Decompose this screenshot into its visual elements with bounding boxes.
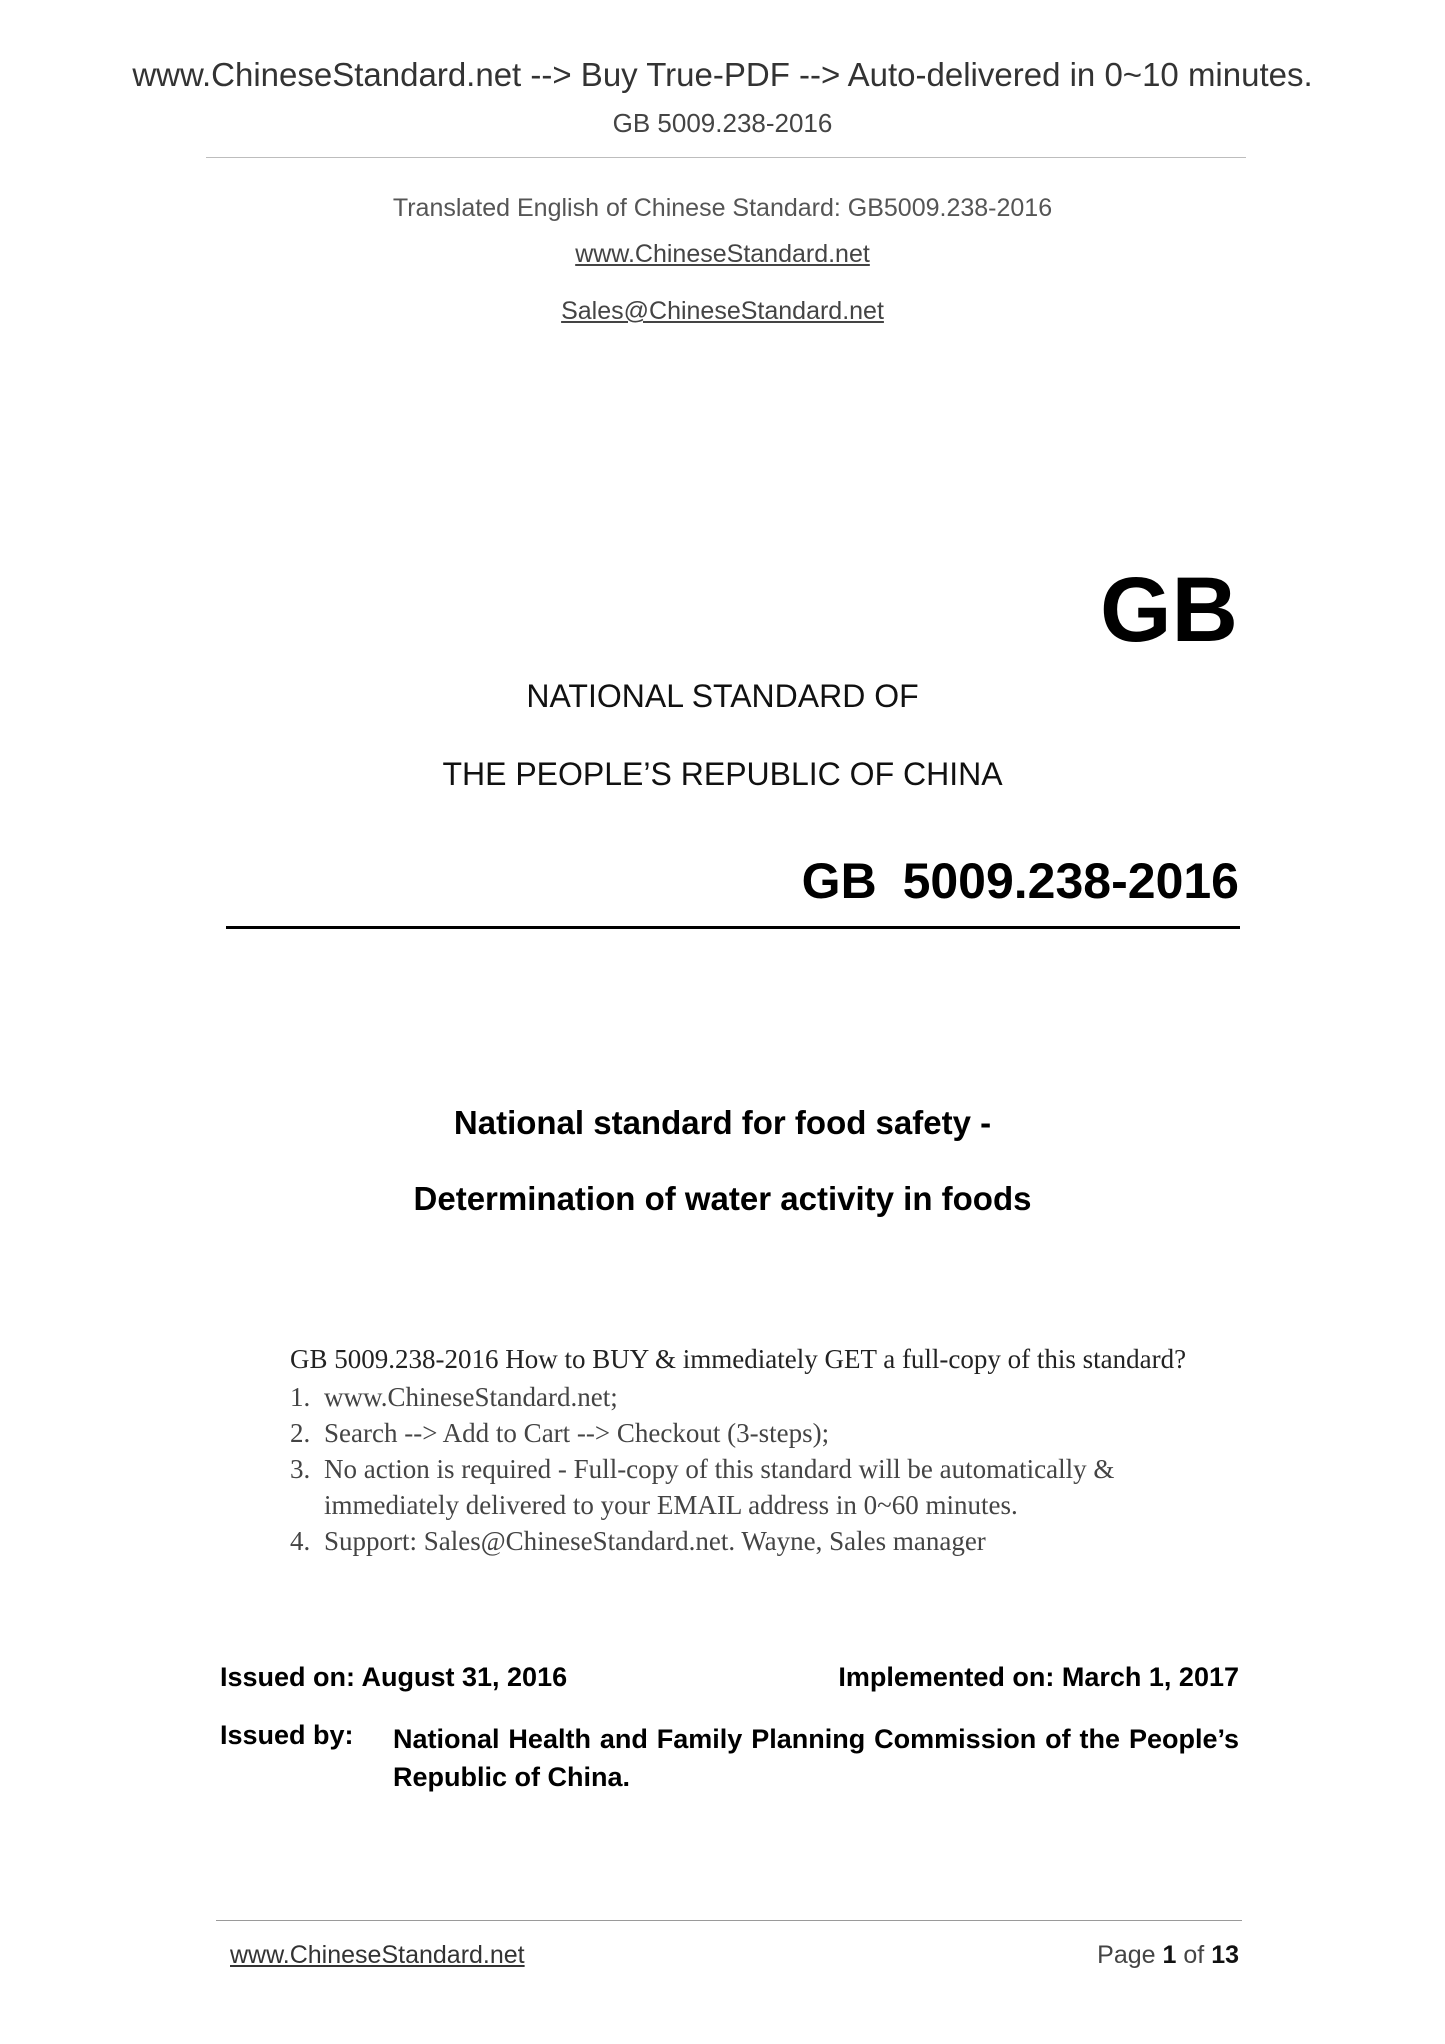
site-link[interactable]: www.ChineseStandard.net bbox=[575, 240, 870, 268]
step-number: 2. bbox=[290, 1418, 311, 1448]
purchase-step bbox=[290, 1415, 1250, 1451]
issued-by-label: Issued by: bbox=[220, 1720, 354, 1750]
step-number: 3. bbox=[290, 1454, 311, 1484]
translated-notice: Translated English of Chinese Standard: GB5009.238-2016 bbox=[392, 194, 1053, 222]
implemented-on-date: Implemented on: March 1, 2017 bbox=[838, 1662, 1239, 1692]
promo-banner: www.ChineseStandard.net --> Buy True-PDF --> Auto-delivered in 0~10 minutes. bbox=[132, 56, 1313, 93]
step-text: Support: Sales@ChineseStandard.net. Wayne, Sales manager bbox=[324, 1526, 986, 1556]
standard-code: GB 5009.238-2016 bbox=[801, 853, 1239, 909]
step-text: No action is required - Full-copy of this standard will be automatically & immediately delivered to your EMAIL address in 0~60 minutes. bbox=[324, 1454, 1115, 1520]
step-number: 4. bbox=[290, 1526, 311, 1556]
footer-site-link[interactable]: www.ChineseStandard.net bbox=[230, 1941, 525, 1969]
issued-by-value: National Health and Family Planning Commission of the People’s Republic of China. bbox=[393, 1724, 1239, 1792]
purchase-step bbox=[290, 1523, 1250, 1559]
site-link-container bbox=[0, 240, 1445, 269]
purchase-step bbox=[290, 1379, 1250, 1415]
step-text: Search --> Add to Cart --> Checkout (3-steps); bbox=[324, 1418, 830, 1448]
title-rule bbox=[226, 926, 1240, 929]
national-standard-line2: THE PEOPLE’S REPUBLIC OF CHINA bbox=[442, 756, 1003, 792]
step-text: www.ChineseStandard.net; bbox=[324, 1382, 618, 1412]
page-indicator bbox=[1097, 1941, 1239, 1970]
document-title-line1: National standard for food safety - bbox=[453, 1104, 992, 1141]
issued-by bbox=[220, 1720, 1239, 1796]
purchase-instructions bbox=[290, 1344, 1250, 1559]
issued-on-date: Issued on: August 31, 2016 bbox=[220, 1662, 568, 1692]
email-link-container bbox=[0, 297, 1445, 326]
footer-divider bbox=[216, 1920, 1242, 1921]
page-prefix: Page bbox=[1097, 1941, 1156, 1969]
step-number: 1. bbox=[290, 1382, 311, 1412]
gb-logo: GB bbox=[1100, 559, 1238, 661]
purchase-step bbox=[290, 1451, 1250, 1523]
national-standard-line1: NATIONAL STANDARD OF bbox=[526, 678, 919, 714]
document-title-line2: Determination of water activity in foods bbox=[413, 1180, 1032, 1217]
page-of: of bbox=[1183, 1941, 1205, 1969]
header-divider bbox=[206, 157, 1246, 158]
page-current: 1 bbox=[1162, 1941, 1177, 1969]
purchase-heading: GB 5009.238-2016 How to BUY & immediately GET a full-copy of this standard? bbox=[290, 1344, 1187, 1374]
header-standard-code: GB 5009.238-2016 bbox=[612, 108, 833, 138]
page-total: 13 bbox=[1211, 1941, 1239, 1969]
sales-email-link[interactable]: Sales@ChineseStandard.net bbox=[561, 297, 884, 325]
